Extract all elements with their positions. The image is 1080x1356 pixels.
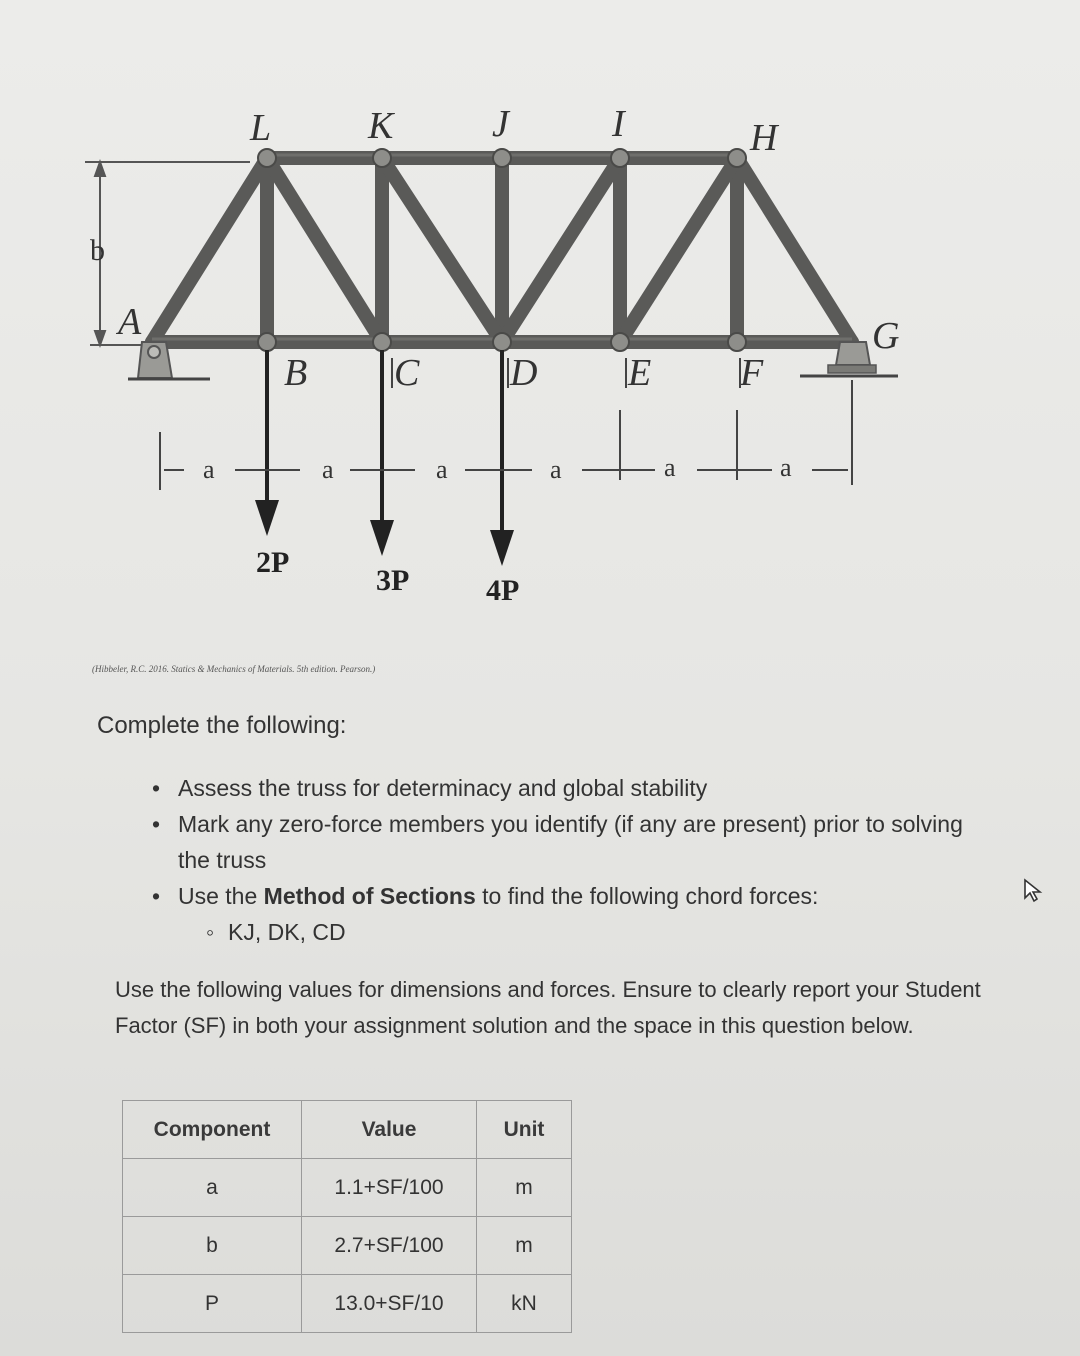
label-J: J bbox=[492, 103, 509, 145]
label-E: E bbox=[628, 352, 652, 394]
label-C: C bbox=[394, 352, 420, 394]
task-text: Mark any zero-force members you identify (if any are present) prior to solving the truss bbox=[178, 811, 963, 873]
cell-unit: m bbox=[477, 1217, 572, 1275]
mouse-cursor-icon bbox=[1022, 878, 1046, 904]
cell-component: P bbox=[123, 1275, 302, 1333]
member-EH bbox=[620, 158, 737, 342]
figure-citation: (Hibbeler, R.C. 2016. Statics & Mechanics of Materials. 5th edition. Pearson.) bbox=[92, 664, 376, 674]
label-A: A bbox=[118, 301, 142, 343]
header-value: Value bbox=[302, 1101, 477, 1159]
member-HG bbox=[737, 158, 852, 342]
values-table bbox=[122, 1100, 572, 1333]
cell-component: a bbox=[123, 1159, 302, 1217]
spacing-a-5: a bbox=[664, 453, 676, 482]
task-text-pre: Use the bbox=[178, 883, 264, 909]
table-header-row bbox=[123, 1101, 572, 1159]
task-item bbox=[150, 770, 1000, 806]
prompt-heading: Complete the following: bbox=[97, 712, 347, 739]
label-I: I bbox=[612, 103, 625, 145]
table-row bbox=[123, 1275, 572, 1333]
cell-unit: kN bbox=[477, 1275, 572, 1333]
cell-component: b bbox=[123, 1217, 302, 1275]
label-D: D bbox=[510, 352, 538, 394]
spacing-a-1: a bbox=[203, 455, 215, 484]
load-labels bbox=[256, 546, 519, 607]
spacing-dimension bbox=[160, 380, 852, 490]
instructions-paragraph: Use the following values for dimensions and forces. Ensure to clearly report your Student Factor (SF) in both your assignment solution and the space in this question below. bbox=[115, 977, 981, 1038]
member-KD bbox=[382, 158, 502, 342]
load-2P: 2P bbox=[256, 546, 290, 579]
task-list bbox=[150, 770, 1000, 950]
label-G: G bbox=[872, 315, 900, 357]
truss-members bbox=[152, 158, 852, 342]
member-DI bbox=[502, 158, 620, 342]
table-row bbox=[123, 1159, 572, 1217]
table-row bbox=[123, 1217, 572, 1275]
task-text-bold: Method of Sections bbox=[263, 883, 476, 909]
task-item bbox=[150, 806, 1000, 878]
task-text: Assess the truss for determinacy and global stability bbox=[178, 775, 708, 801]
truss-figure bbox=[60, 80, 960, 640]
cell-value: 1.1+SF/100 bbox=[302, 1159, 477, 1217]
header-unit: Unit bbox=[477, 1101, 572, 1159]
spacing-a-4: a bbox=[550, 455, 562, 484]
cell-value: 13.0+SF/10 bbox=[302, 1275, 477, 1333]
task-text-post: to find the following chord forces: bbox=[475, 883, 819, 909]
member-LC bbox=[267, 158, 382, 342]
spacing-a-6: a bbox=[780, 453, 792, 482]
task-subitem: ◦ KJ, DK, CD bbox=[178, 914, 1000, 950]
label-F: F bbox=[740, 352, 764, 394]
cell-unit: m bbox=[477, 1159, 572, 1217]
load-4P: 4P bbox=[486, 574, 520, 607]
member-AL bbox=[152, 158, 267, 342]
label-K: K bbox=[368, 105, 394, 147]
label-H: H bbox=[750, 117, 778, 159]
task-item bbox=[150, 878, 1000, 950]
label-L: L bbox=[250, 107, 272, 149]
spacing-labels bbox=[203, 453, 792, 484]
load-3P: 3P bbox=[376, 564, 410, 597]
cell-value: 2.7+SF/100 bbox=[302, 1217, 477, 1275]
label-B: B bbox=[284, 352, 308, 394]
spacing-a-2: a bbox=[322, 455, 334, 484]
height-label: b bbox=[90, 234, 105, 267]
header-component: Component bbox=[123, 1101, 302, 1159]
spacing-a-3: a bbox=[436, 455, 448, 484]
